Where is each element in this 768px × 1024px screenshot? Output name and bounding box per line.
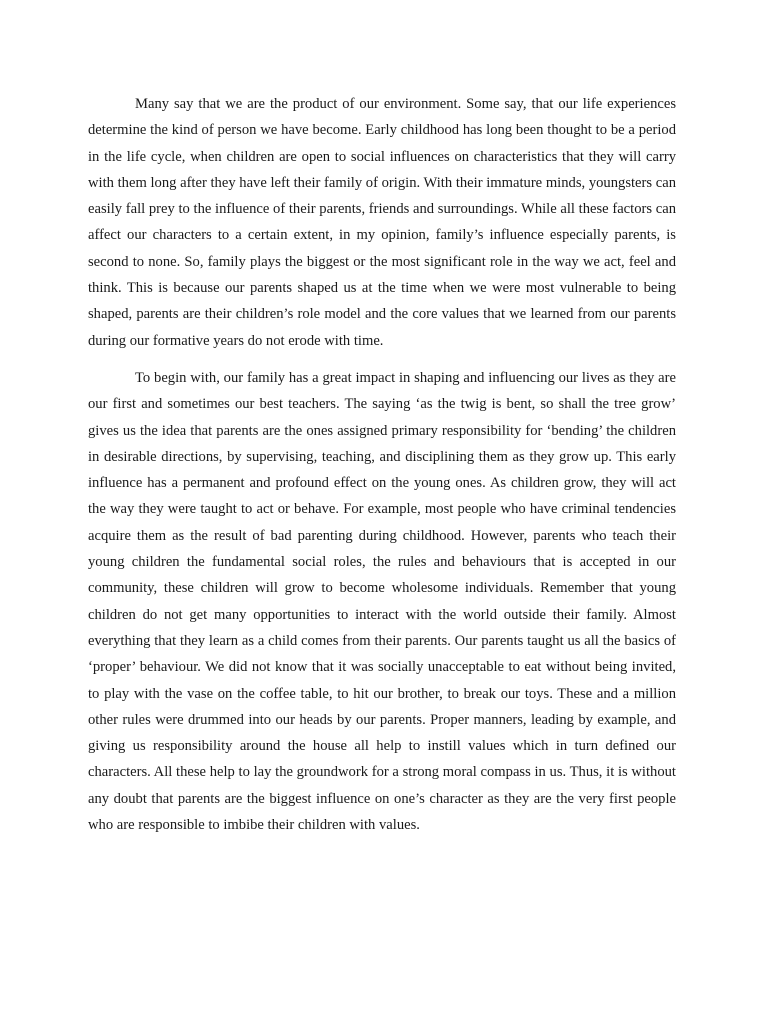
document-body bbox=[88, 91, 676, 838]
paragraph-2: To begin with, our family has a great impact in shaping and influencing our lives as they are our first and sometimes our best teachers. The saying ‘as the twig is bent, so shall the tree grow’ gives us the idea that parents are the ones assigned primary responsibility for ‘bending’ the children in desirable directions, by supervising, teaching, and disciplining them as they grow up. This early influence has a permanent and profound effect on the young ones. As children grow, they will act the way they were taught to act or behave. For example, most people who have criminal tendencies acquire them as the result of bad parenting during childhood. However, parents who teach their young children the fundamental social roles, the rules and behaviours that is accepted in our community, these children will grow to become wholesome individuals. Remember that young children do not get many opportunities to interact with the world outside their family. Almost everything that they learn as a child comes from their parents. Our parents taught us all the basics of ‘proper’ behaviour. We did not know that it was socially unacceptable to eat without being invited, to play with the vase on the coffee table, to hit our brother, to break our toys. These and a million other rules were drummed into our heads by our parents. Proper manners, leading by example, and giving us responsibility around the house all help to instill values which in turn defined our characters. All these help to lay the groundwork for a strong moral compass in us. Thus, it is without any doubt that parents are the biggest influence on one’s character as they are the very first people who are responsible to imbibe their children with values. bbox=[88, 369, 676, 834]
paragraph-1: Many say that we are the product of our environment. Some say, that our life experiences determine the kind of person we have become. Early childhood has long been thought to be a period in the life cycle, when children are open to social influences on characteristics that they will carry with them long after they have left their family of origin. With their immature minds, youngsters can easily fall prey to the influence of their parents, friends and surroundings. While all these factors can affect our characters to a certain extent, in my opinion, family’s influence especially parents, is second to none. So, family plays the biggest or the most significant role in the way we act, feel and think. This is because our parents shaped us at the time when we were most vulnerable to being shaped, parents are their children’s role model and the core values that we learned from our parents during our formative years do not erode with time. bbox=[88, 96, 676, 349]
